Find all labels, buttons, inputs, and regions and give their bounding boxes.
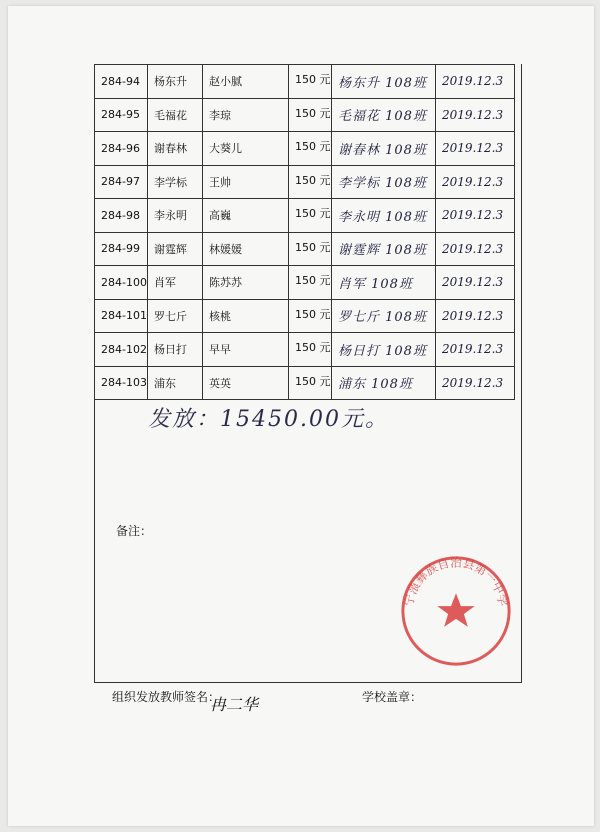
table-row xyxy=(95,132,515,166)
parent-name-cell xyxy=(203,333,289,367)
student-name: 谢春林 xyxy=(154,142,187,156)
student-name: 李学标 xyxy=(154,175,187,189)
subsidy-amount: 150 元 xyxy=(295,173,331,187)
subsidy-amount: 150 元 xyxy=(295,274,331,287)
row-number-cell xyxy=(95,65,148,99)
recipient-signature: 罗七斤 108班 xyxy=(338,310,427,326)
row-number: 284-94 xyxy=(101,74,140,88)
parent-name-cell xyxy=(203,299,289,333)
parent-name-cell xyxy=(203,266,289,300)
parent-name-cell xyxy=(203,366,289,400)
parent-name: 英英 xyxy=(209,376,231,390)
table-row xyxy=(95,65,515,99)
row-number: 284-96 xyxy=(101,141,140,155)
student-name-cell xyxy=(148,366,203,400)
student-name-cell xyxy=(148,165,203,199)
receipt-date: 2019.12.3 xyxy=(442,342,504,357)
student-name: 杨日打 xyxy=(154,343,187,357)
table-row xyxy=(95,299,515,333)
subsidy-amount-cell xyxy=(289,299,332,333)
subsidy-amount-cell xyxy=(289,65,332,99)
school-seal-stamp xyxy=(397,552,515,670)
row-number: 284-102 xyxy=(101,342,147,356)
parent-name-cell xyxy=(203,199,289,233)
student-name: 毛福花 xyxy=(154,108,187,122)
student-name-cell xyxy=(148,98,203,132)
parent-name: 核桃 xyxy=(209,309,231,323)
receipt-date-cell xyxy=(436,366,515,400)
student-name-cell xyxy=(148,299,203,333)
subsidy-amount: 150 元 xyxy=(295,240,331,254)
row-number: 284-97 xyxy=(101,175,140,189)
row-number: 284-98 xyxy=(101,208,140,222)
subsidy-amount: 150 元 xyxy=(295,207,331,220)
student-name: 肖军 xyxy=(154,276,176,290)
student-name: 罗七斤 xyxy=(154,309,187,323)
subsidy-amount: 150 元 xyxy=(295,106,331,120)
recipient-signature-cell xyxy=(332,266,436,300)
receipt-date-cell xyxy=(436,132,515,166)
receipt-date-cell xyxy=(436,199,515,233)
parent-name: 早早 xyxy=(209,343,231,357)
parent-name-cell xyxy=(203,165,289,199)
receipt-date: 2019.12.3 xyxy=(442,174,504,189)
parent-name: 赵小腻 xyxy=(209,75,242,89)
table-row xyxy=(95,366,515,400)
subsidy-amount: 150 元 xyxy=(295,73,331,86)
receipt-date-cell xyxy=(436,65,515,99)
subsidy-amount-cell xyxy=(289,199,332,233)
row-number-cell xyxy=(95,333,148,367)
subsidy-amount: 150 元 xyxy=(295,140,331,153)
organizer-signature-label: 组织发放教师签名： xyxy=(112,690,221,704)
recipient-signature-cell xyxy=(332,199,436,233)
receipt-date-cell xyxy=(436,165,515,199)
subsidy-amount-cell xyxy=(289,333,332,367)
table-row xyxy=(95,165,515,199)
receipt-date: 2019.12.3 xyxy=(442,375,504,390)
row-number-cell xyxy=(95,299,148,333)
receipt-date-cell xyxy=(436,266,515,300)
row-number: 284-101 xyxy=(101,309,147,323)
student-name-cell xyxy=(148,132,203,166)
parent-name: 李琼 xyxy=(209,108,231,122)
recipient-signature-cell xyxy=(332,232,436,266)
row-number: 284-99 xyxy=(101,242,140,256)
student-name: 浦东 xyxy=(154,376,176,390)
parent-name-cell xyxy=(203,232,289,266)
receipt-date: 2019.12.3 xyxy=(442,74,504,89)
student-name-cell xyxy=(148,199,203,233)
recipient-signature: 杨东升 108班 xyxy=(338,75,427,91)
parent-name: 大葵儿 xyxy=(209,142,242,156)
table-row xyxy=(95,98,515,132)
recipient-signature: 肖军 108班 xyxy=(338,276,413,292)
parent-name-cell xyxy=(203,65,289,99)
row-number: 284-100 xyxy=(101,275,147,289)
recipient-signature-cell xyxy=(332,299,436,333)
student-name-cell xyxy=(148,333,203,367)
row-number-cell xyxy=(95,232,148,266)
receipt-date-cell xyxy=(436,299,515,333)
parent-name: 陈苏苏 xyxy=(209,276,242,290)
receipt-date: 2019.12.3 xyxy=(442,275,504,290)
table-row xyxy=(95,266,515,300)
row-number-cell xyxy=(95,199,148,233)
row-number-cell xyxy=(95,266,148,300)
receipt-date-cell xyxy=(436,232,515,266)
subsidy-amount-cell xyxy=(289,98,332,132)
parent-name-cell xyxy=(203,132,289,166)
receipt-date: 2019.12.3 xyxy=(442,308,504,323)
remarks-label: 备注： xyxy=(116,524,153,538)
recipient-signature-cell xyxy=(332,132,436,166)
subsidy-amount: 150 元 xyxy=(295,374,331,388)
subsidy-roster-table xyxy=(94,64,515,400)
recipient-signature: 谢霆辉 108班 xyxy=(338,243,427,259)
parent-name: 高巍 xyxy=(209,209,231,223)
subsidy-amount-cell xyxy=(289,366,332,400)
subsidy-amount-cell xyxy=(289,132,332,166)
row-number: 284-103 xyxy=(101,376,147,390)
recipient-signature-cell xyxy=(332,98,436,132)
receipt-date: 2019.12.3 xyxy=(442,241,504,256)
table-row xyxy=(95,199,515,233)
student-name-cell xyxy=(148,266,203,300)
student-name-cell xyxy=(148,232,203,266)
organizer-signature: 冉二华 xyxy=(210,695,259,714)
recipient-signature: 杨日打 108班 xyxy=(338,343,427,359)
recipient-signature-cell xyxy=(332,165,436,199)
recipient-signature: 谢春林 108班 xyxy=(338,142,427,158)
receipt-date-cell xyxy=(436,333,515,367)
parent-name: 王帅 xyxy=(209,175,231,189)
subsidy-amount: 150 元 xyxy=(295,341,331,354)
parent-name: 林媛媛 xyxy=(209,242,242,256)
recipient-signature: 李学标 108班 xyxy=(338,176,427,192)
student-name-cell xyxy=(148,65,203,99)
recipient-signature-cell xyxy=(332,333,436,367)
recipient-signature-cell xyxy=(332,65,436,99)
school-stamp-label: 学校盖章： xyxy=(362,690,423,704)
recipient-signature: 毛福花 108班 xyxy=(338,109,427,125)
receipt-date: 2019.12.3 xyxy=(442,141,504,156)
subsidy-amount-cell xyxy=(289,266,332,300)
row-number: 284-95 xyxy=(101,108,140,122)
recipient-signature: 浦东 108班 xyxy=(338,377,413,393)
subsidy-amount-cell xyxy=(289,232,332,266)
row-number-cell xyxy=(95,98,148,132)
receipt-date: 2019.12.3 xyxy=(442,208,504,223)
student-name: 谢霆辉 xyxy=(154,242,187,256)
student-name: 李永明 xyxy=(154,209,187,223)
parent-name-cell xyxy=(203,98,289,132)
subsidy-amount: 150 元 xyxy=(295,307,331,321)
student-name: 杨东升 xyxy=(154,75,187,89)
row-number-cell xyxy=(95,366,148,400)
recipient-signature: 李永明 108班 xyxy=(338,209,427,225)
recipient-signature-cell xyxy=(332,366,436,400)
subsidy-amount-cell xyxy=(289,165,332,199)
table-row xyxy=(95,232,515,266)
row-number-cell xyxy=(95,165,148,199)
svg-text:宁蒗彝族自治县第一中学: 宁蒗彝族自治县第一中学 xyxy=(401,555,511,608)
table-row xyxy=(95,333,515,367)
receipt-date-cell xyxy=(436,98,515,132)
total-amount-handwritten: 发放：15450.00元。 xyxy=(148,407,389,432)
receipt-date: 2019.12.3 xyxy=(442,107,504,122)
row-number-cell xyxy=(95,132,148,166)
